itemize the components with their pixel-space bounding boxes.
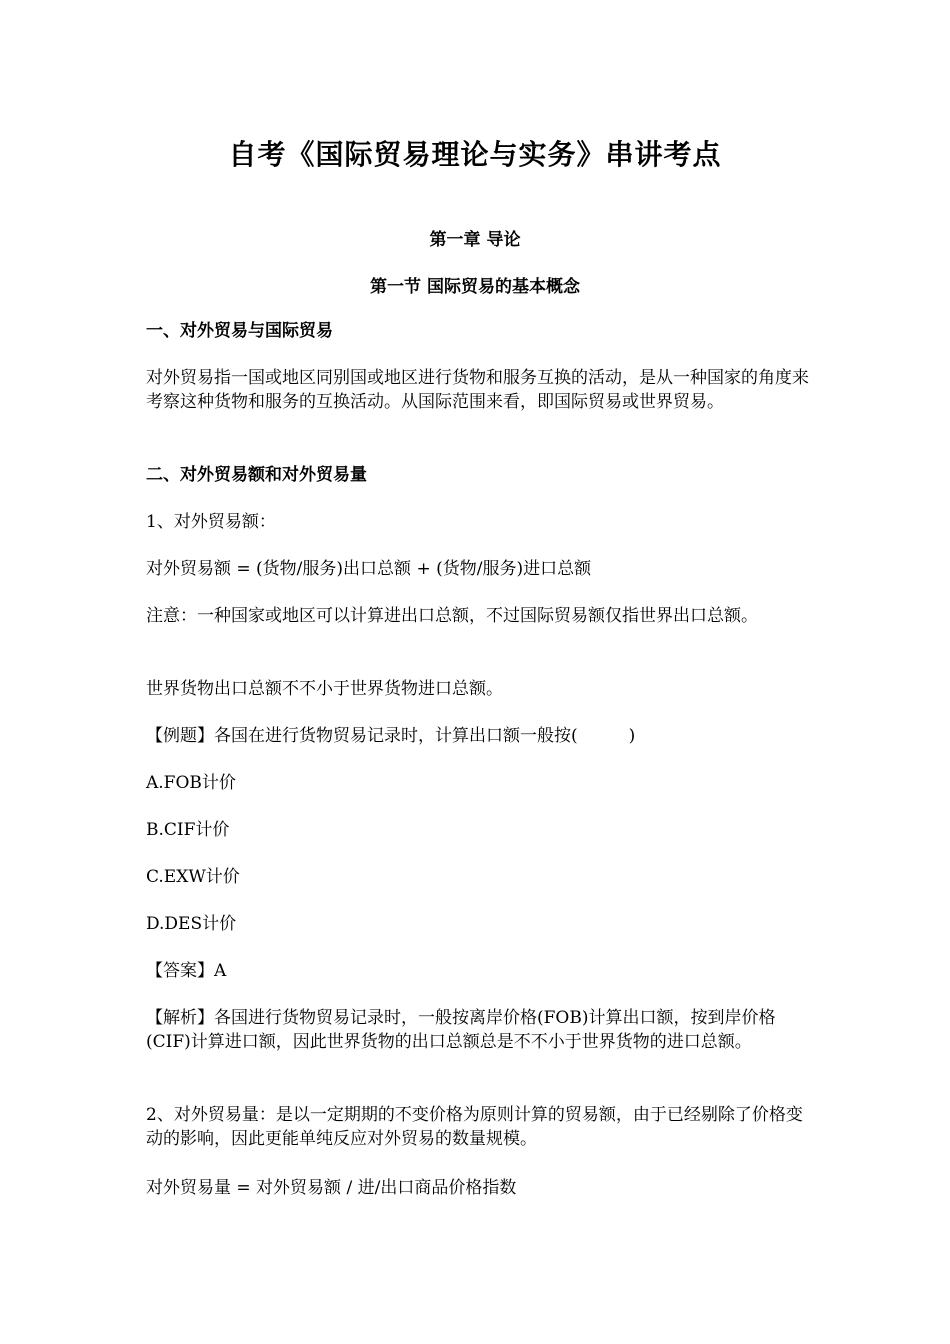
paragraph-definition: 对外贸易指一国或地区同别国或地区进行货物和服务互换的活动，是从一种国家的角度来考察这种货物和服务的互换活动。从国际范围来看，即国际贸易或世界贸易。 bbox=[146, 368, 809, 412]
section-heading: 第一节 国际贸易的基本概念 bbox=[370, 277, 580, 297]
chapter-heading: 第一章 导论 bbox=[429, 230, 521, 250]
heading-trade-value-volume: 二、对外贸易额和对外贸易量 bbox=[146, 465, 367, 485]
item-trade-value-title: 1、对外贸易额： bbox=[146, 512, 276, 532]
note-world-exports: 世界货物出口总额不不小于世界货物进口总额。 bbox=[146, 679, 503, 699]
heading-foreign-trade: 一、对外贸易与国际贸易 bbox=[146, 321, 333, 341]
example-question: 【例题】各国在进行货物贸易记录时，计算出口额一般按( ) bbox=[146, 726, 636, 746]
option-c: C.EXW计价 bbox=[146, 867, 240, 887]
document-title: 自考《国际贸易理论与实务》串讲考点 bbox=[228, 138, 722, 171]
answer-line: 【答案】A bbox=[146, 961, 227, 981]
item-trade-volume: 2、对外贸易量：是以一定期期的不变价格为原则计算的贸易额，由于已经剔除了价格变动的影响，因此更能单纯反应对外贸易的数量规模。 bbox=[146, 1105, 803, 1149]
option-d: D.DES计价 bbox=[146, 914, 237, 934]
analysis-paragraph: 【解析】各国进行货物贸易记录时，一般按离岸价格(FOB)计算出口额，按到岸价格(CIF)计算进口额，因此世界货物的出口总额总是不不小于世界货物的进口总额。 bbox=[146, 1008, 776, 1052]
note-paragraph: 注意：一种国家或地区可以计算进出口总额，不过国际贸易额仅指世界出口总额。 bbox=[146, 606, 758, 626]
formula-trade-value: 对外贸易额 = (货物/服务)出口总额 + (货物/服务)进口总额 bbox=[146, 559, 592, 579]
formula-trade-volume: 对外贸易量 = 对外贸易额 / 进/出口商品价格指数 bbox=[146, 1178, 517, 1198]
option-a: A.FOB计价 bbox=[146, 773, 236, 793]
option-b: B.CIF计价 bbox=[146, 820, 230, 840]
